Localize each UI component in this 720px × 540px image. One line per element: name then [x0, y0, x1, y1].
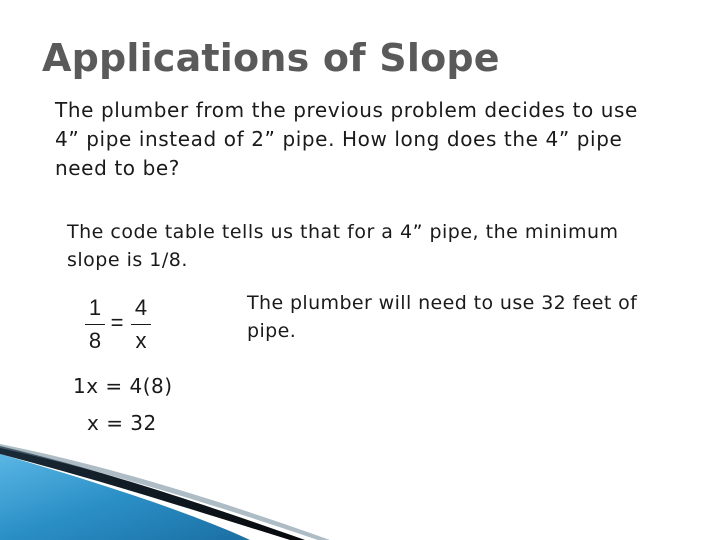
slide-title: Applications of Slope — [42, 36, 500, 80]
solution-step-1: 1x = 4(8) — [73, 374, 173, 398]
right-denominator: x — [135, 328, 147, 353]
solution-step-2: x = 32 — [87, 411, 157, 435]
right-numerator: 4 — [134, 295, 148, 320]
equals-sign: = — [110, 310, 124, 335]
left-denominator: 8 — [88, 328, 102, 353]
fraction-bar — [85, 324, 105, 325]
code-table-note: The code table tells us that for a 4” pipe, the minimum slope is 1/8. — [67, 221, 619, 271]
decorative-corner-swoosh — [0, 440, 720, 540]
answer-text: The plumber will need to use 32 feet of pipe. — [247, 292, 638, 342]
fraction-bar — [131, 324, 151, 325]
problem-statement: The plumber from the previous problem decides to use 4” pipe instead of 2” pipe. How long does the 4” pipe need to be? — [55, 98, 638, 180]
proportion-equation — [80, 296, 170, 358]
left-numerator: 1 — [88, 295, 102, 320]
